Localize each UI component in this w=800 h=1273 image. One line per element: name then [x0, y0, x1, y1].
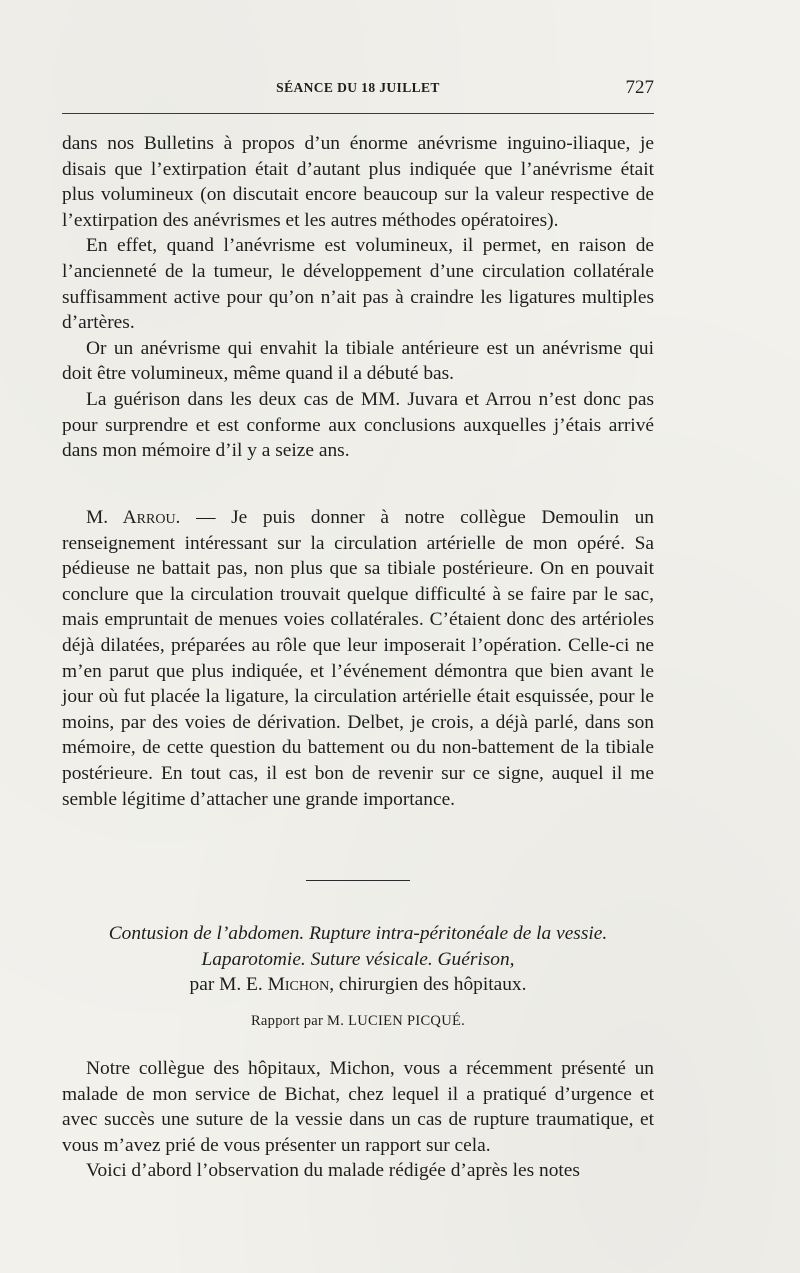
paragraph-continuation: dans nos Bulletins à propos d’un énorme anévrisme inguino-iliaque, je disais que l’extirpation était d’autant plus indiquée que l’anévrisme était plus volumineux (on discutait encore beaucoup sur la valeur respective de l’extirpation des anévrismes et les autres méthodes opératoires).: [62, 133, 654, 231]
byline-author: Michon: [267, 974, 330, 996]
paragraph-en-effet: En effet, quand l’anévrisme est volumineux, il permet, en raison de l’ancienneté de la tumeur, le développement d’une circulation collatérale suffisamment active pour qu’on n’ait pas à craindre les ligatures multiples d’artères.: [62, 235, 654, 334]
report-line: Rapport par M. LUCIEN PICQUÉ.: [250, 1013, 466, 1029]
page-header: [62, 77, 654, 101]
article-title: [62, 921, 654, 998]
byline: [62, 972, 654, 998]
running-head: SÉANCE DU 18 JUILLET: [276, 80, 440, 95]
page-number: 727: [625, 77, 654, 98]
section-separator: [306, 880, 410, 881]
paragraph-voici: Voici d’abord l’observation du malade rédigée d’après les notes: [86, 1160, 580, 1182]
byline-suffix: , chirurgien des hôpitaux.: [329, 974, 527, 996]
paragraph-or-un-anevrisme: Or un anévrisme qui envahit la tibiale antérieure est un anévrisme qui doit être volumineux, même quand il a débuté bas.: [62, 337, 654, 385]
speaker-name: M. Arrou.: [86, 507, 181, 528]
text-block-discussion: [62, 131, 654, 464]
speaker-remarks: — Je puis donner à notre collègue Demoulin un renseignement intéressant sur la circulation artérielle de mon opéré. Sa pédieuse ne battait pas, non plus que sa tibiale postérieure. On en pouvait conclure que la circulation trouvait quelque difficulté à se faire par le sac, mais empruntait de menues voies collatérales. C’étaient donc des artérioles déjà dilatées, préparées au rôle que leur imposerait l’opération. Celle-ci ne m’en parut que plus indiquée, et l’événement démontra que bien avant le jour où fut placée la ligature, la circulation artérielle était esquissée, pour le moins, par des voies de dérivation. Delbet, je crois, a déjà parlé, dans son mémoire, de cette question du battement ou du non-battement de la tibiale postérieure. En tout cas, il est bon de revenir sur ce signe, auquel il me semble légitime d’attacher une grande importance.: [62, 507, 654, 810]
paragraph-la-guerison: La guérison dans les deux cas de MM. Juvara et Arrou n’est donc pas pour surprendre et est conforme aux conclusions auxquelles j’étais arrivé dans mon mémoire d’il y a seize ans.: [62, 388, 654, 462]
title-line-1: Contusion de l’abdomen. Rupture intra-péritonéale de la vessie.: [108, 923, 608, 944]
paragraph-arrou: [62, 505, 654, 812]
title-line-2: Laparotomie. Suture vésicale. Guérison,: [201, 948, 515, 970]
text-block-arrou: [62, 505, 654, 812]
text-block-report: [62, 1056, 654, 1184]
paragraph-notre-collegue: Notre collègue des hôpitaux, Michon, vous a récemment présenté un malade de mon service de Bichat, chez lequel il a pratiqué d’urgence et avec succès une suture de la vessie dans un cas de rupture traumatique, et vous m’avez prié de vous présenter un rapport sur cela.: [62, 1058, 654, 1156]
header-rule: [62, 113, 654, 114]
byline-prefix: par M. E.: [189, 974, 268, 996]
